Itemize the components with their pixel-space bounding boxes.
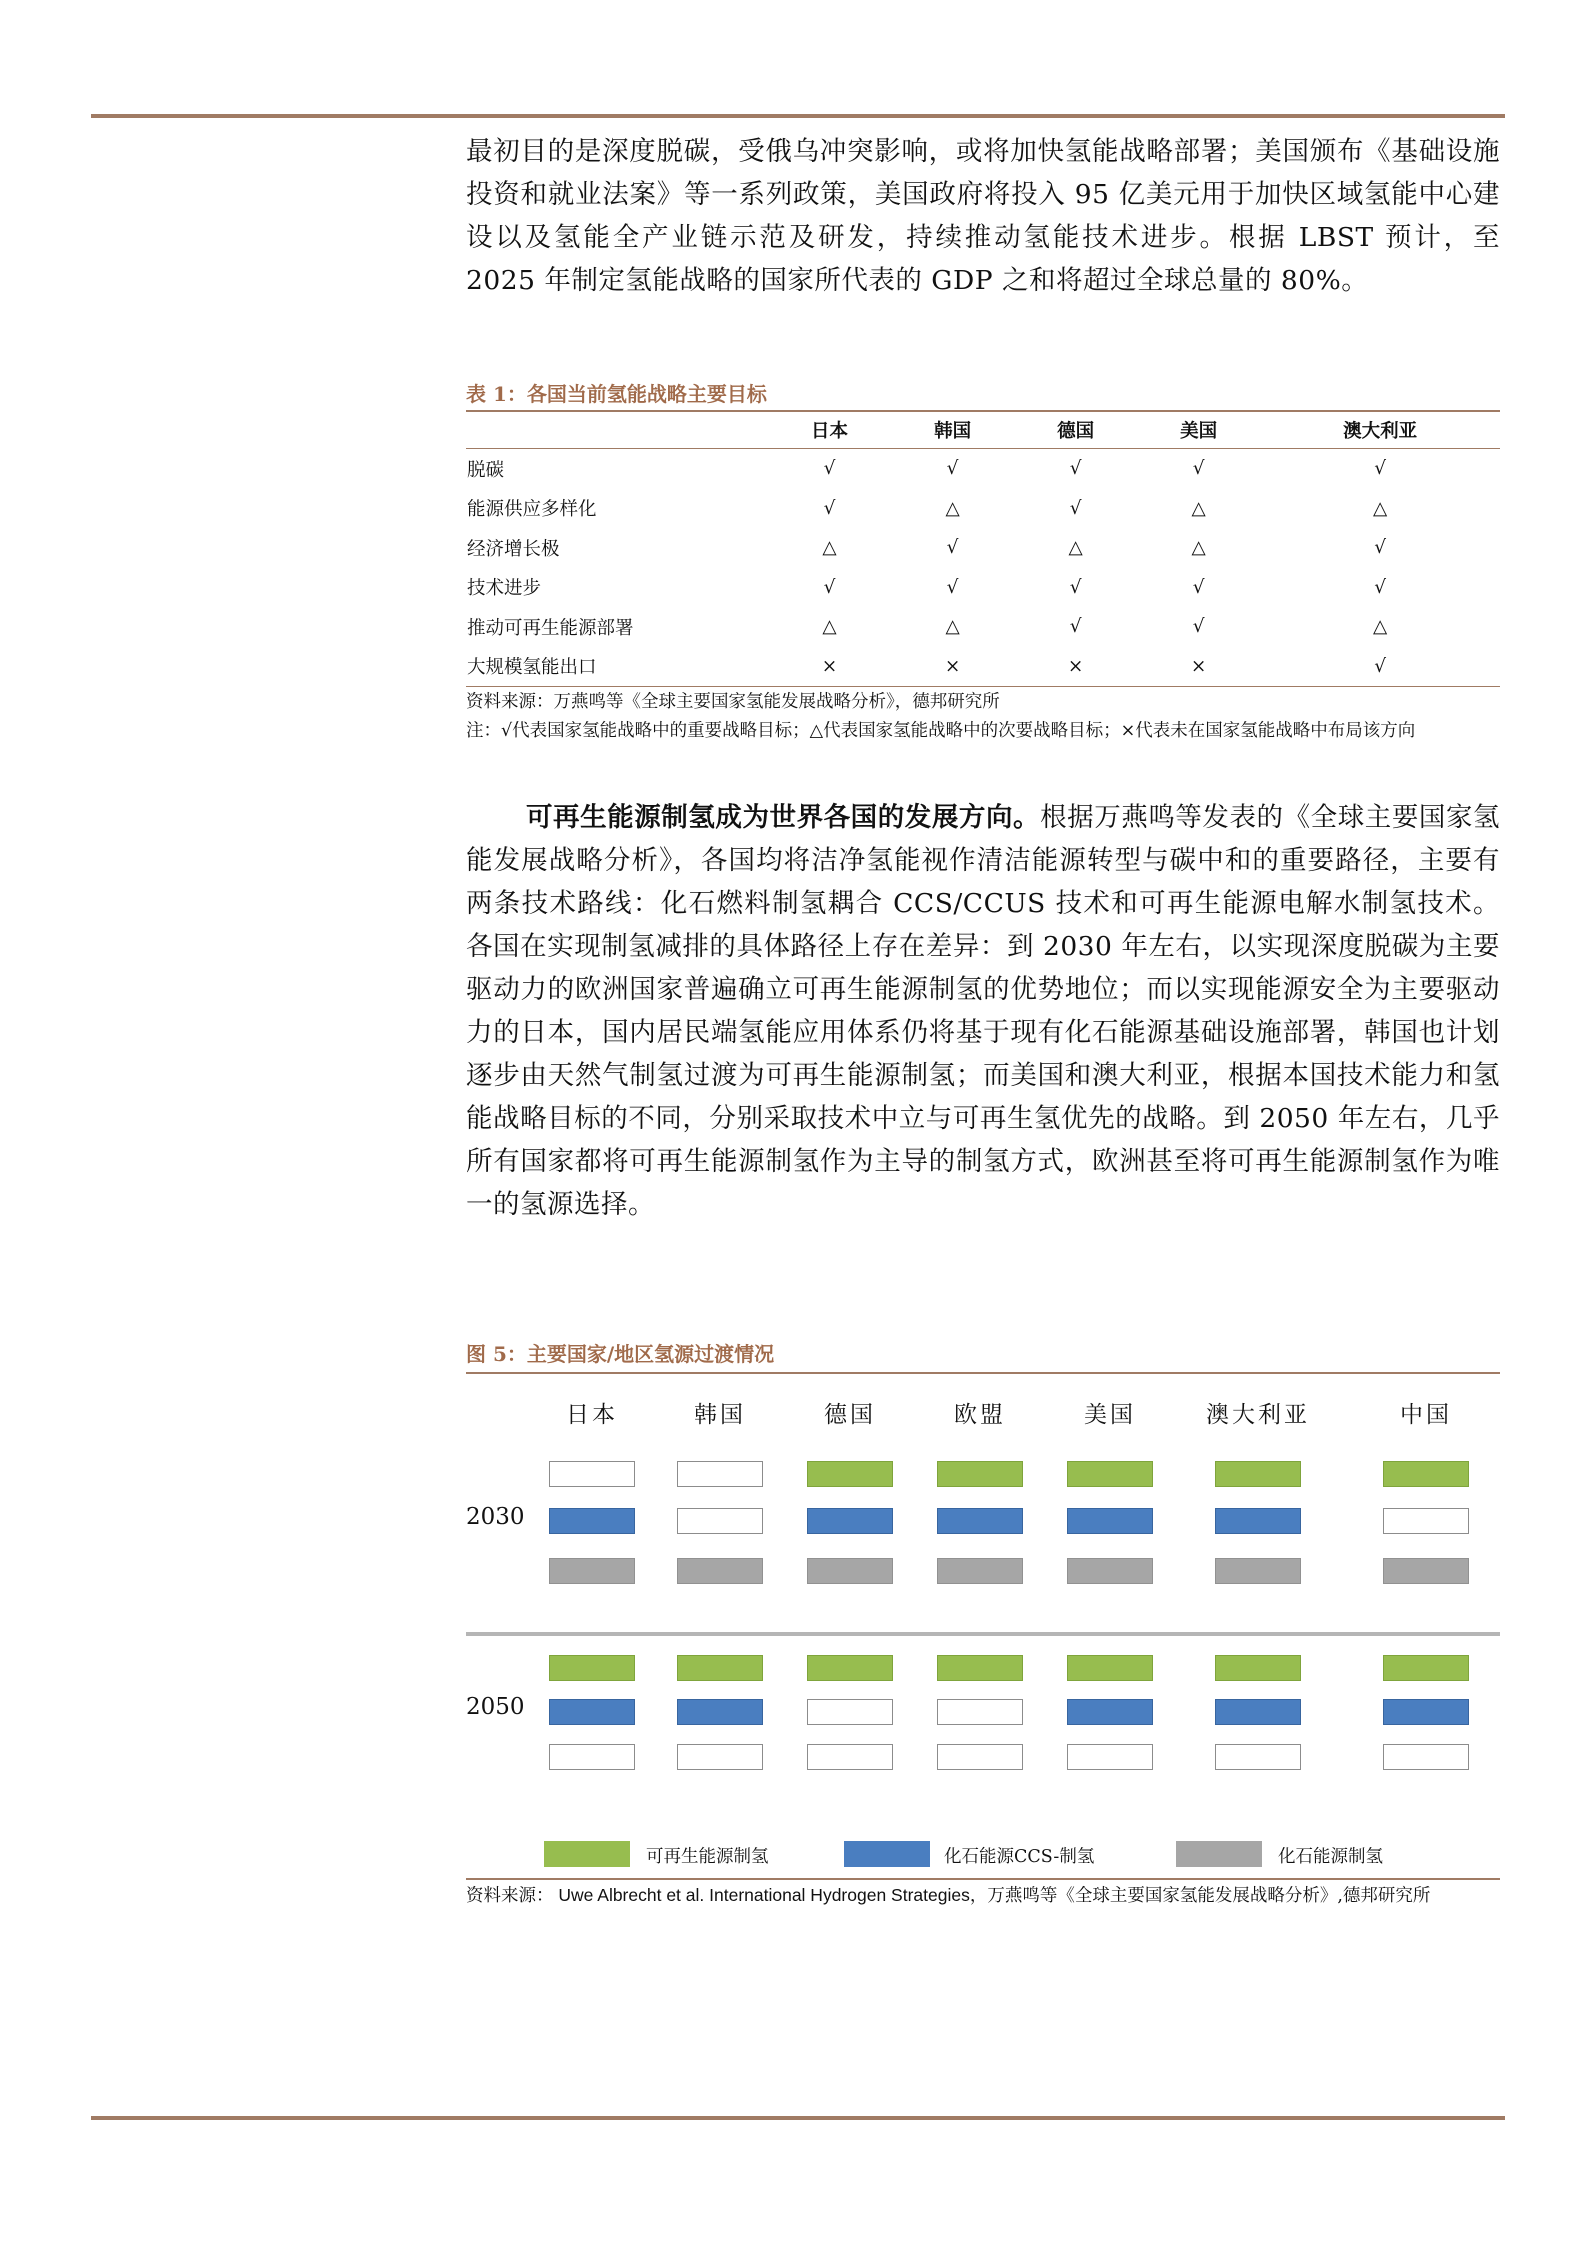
table-cell: √: [1374, 537, 1386, 559]
table-cell: △: [822, 616, 837, 638]
grid-cell-2050-fossil-ccs: [937, 1699, 1023, 1725]
region-label: 韩国: [694, 1402, 746, 1428]
grid-cell-2050-renewable: [1215, 1655, 1301, 1681]
grid-cell-2050-fossil-ccs: [549, 1699, 635, 1725]
region-label: 澳大利亚: [1206, 1402, 1310, 1428]
table-cell: √: [1192, 458, 1205, 480]
grid-cell-2030-renewable: [807, 1461, 893, 1487]
table-cell: √: [1069, 576, 1082, 598]
table-row: [466, 449, 1500, 489]
grid-cell-2050-renewable: [807, 1655, 893, 1681]
table-cell: √: [1069, 616, 1082, 638]
legend-label-fossil: 化石能源制氢: [1278, 1847, 1383, 1867]
table-caption: 表 1：各国当前氢能战略主要目标: [466, 382, 767, 406]
col-header: 美国: [1180, 421, 1218, 442]
grid-cell-2050-fossil: [937, 1744, 1023, 1770]
col-header: 韩国: [934, 421, 972, 442]
legend-swatch-fossil-ccs: [844, 1841, 930, 1867]
table-cell: √: [946, 458, 959, 480]
row-label: 推动可再生能源部署: [467, 617, 634, 639]
region-label: 欧盟: [954, 1402, 1006, 1428]
grid-cell-2030-fossil-ccs: [549, 1508, 635, 1534]
table-cell: △: [945, 616, 960, 638]
legend-label-renewable: 可再生能源制氢: [646, 1847, 769, 1867]
grid-cell-2050-fossil-ccs: [677, 1699, 763, 1725]
grid-cell-2030-fossil: [677, 1558, 763, 1584]
grid-cell-2050-fossil: [549, 1744, 635, 1770]
hydrogen-transition-figure: [466, 1376, 1500, 1867]
year-label-2030: 2030: [466, 1504, 525, 1530]
table-cell: ×: [821, 655, 838, 677]
table-cell: √: [1069, 497, 1082, 519]
region-label: 美国: [1084, 1402, 1136, 1428]
table-cell: ×: [1190, 655, 1207, 677]
grid-cell-2030-fossil-ccs: [1383, 1508, 1469, 1534]
table-cell: △: [945, 497, 960, 519]
row-label: 经济增长极: [467, 538, 560, 560]
table-cell: √: [1192, 576, 1205, 598]
grid-cell-2030-fossil: [937, 1558, 1023, 1584]
col-header: 日本: [811, 421, 849, 442]
grid-cell-2050-fossil-ccs: [1383, 1699, 1469, 1725]
table-cell: ×: [944, 655, 961, 677]
paragraph-lead: 可再生能源制氢成为世界各国的发展方向。: [526, 802, 1041, 833]
intro-paragraph: 最初目的是深度脱碳，受俄乌冲突影响，或将加快氢能战略部署；美国颁布《基础设施投资和就业法案》等一系列政策，美国政府将投入 95 亿美元用于加快区域氢能中心建设以及氢能全产业链示范及研发，持续推动氢能技术进步。根据 LBST 预计，至 2025 年制定氢能战略的国家所代表的 GDP 之和将超过全球总量的 80%。: [466, 136, 1500, 296]
table-cell: √: [1069, 458, 1082, 480]
table-cell: √: [1374, 655, 1386, 677]
grid-cell-2030-fossil: [1215, 1558, 1301, 1584]
table-cell: √: [823, 497, 836, 519]
table-cell: ×: [1067, 655, 1084, 677]
table-cell: √: [946, 537, 959, 559]
grid-cell-2030-fossil: [1067, 1558, 1153, 1584]
legend-label-fossil-ccs: 化石能源CCS-制氢: [944, 1847, 1095, 1867]
grid-cell-2030-renewable: [1215, 1461, 1301, 1487]
table-cell: √: [946, 576, 959, 598]
legend-swatch-fossil: [1176, 1841, 1262, 1867]
grid-cell-2030-fossil: [549, 1558, 635, 1584]
grid-cell-2030-renewable: [549, 1461, 635, 1487]
figure-source: [466, 1882, 1500, 1910]
figure-source-rest: 万燕鸣等《全球主要国家氢能发展战略分析》,德邦研究所: [987, 1886, 1431, 1906]
grid-cell-2050-fossil: [1383, 1744, 1469, 1770]
table-cell: √: [1374, 458, 1386, 480]
footer-rule: [91, 2116, 1505, 2120]
body-paragraph: [466, 796, 1500, 1226]
grid-cell-2050-fossil-ccs: [807, 1699, 893, 1725]
grid-cell-2050-renewable: [1383, 1655, 1469, 1681]
grid-cell-2050-fossil: [677, 1744, 763, 1770]
grid-cell-2050-renewable: [937, 1655, 1023, 1681]
table-cell: △: [1191, 497, 1206, 519]
grid-cell-2050-fossil: [1215, 1744, 1301, 1770]
legend-swatch-renewable: [544, 1841, 630, 1867]
table-row: [466, 568, 1500, 608]
grid-cell-2050-fossil-ccs: [1215, 1699, 1301, 1725]
grid-cell-2030-fossil: [1383, 1558, 1469, 1584]
grid-cell-2030-fossil-ccs: [677, 1508, 763, 1534]
table-note: 注：√代表国家氢能战略中的重要战略目标；△代表国家氢能战略中的次要战略目标；×代表未在国家氢能战略中布局该方向: [466, 721, 1416, 741]
grid-cell-2030-fossil: [807, 1558, 893, 1584]
region-label: 日本: [566, 1402, 618, 1428]
figure-divider: [466, 1632, 1500, 1636]
year-label-2050: 2050: [466, 1694, 525, 1720]
table-source: 资料来源：万燕鸣等《全球主要国家氢能发展战略分析》，德邦研究所: [466, 692, 1000, 712]
table-header-row: [466, 411, 1500, 449]
table-header-blank: [466, 411, 768, 449]
table-cell: √: [823, 458, 836, 480]
grid-cell-2030-fossil-ccs: [807, 1508, 893, 1534]
region-label: 德国: [824, 1402, 876, 1428]
row-label: 脱碳: [467, 459, 505, 481]
figure-source-authors: 资料来源： Uwe Albrecht et al. International Hydrogen Strategies，: [466, 1885, 988, 1905]
grid-cell-2050-fossil: [807, 1744, 893, 1770]
strategy-table: [466, 410, 1500, 687]
table-cell: △: [822, 537, 837, 559]
figure-top-rule: [466, 1372, 1500, 1374]
table-cell: △: [1191, 537, 1206, 559]
table-row: [466, 528, 1500, 568]
grid-cell-2030-renewable: [1383, 1461, 1469, 1487]
row-label: 大规模氢能出口: [467, 657, 597, 679]
region-label: 中国: [1400, 1402, 1452, 1428]
strategy-table-wrap: [466, 410, 1500, 745]
row-label: 技术进步: [467, 578, 542, 600]
grid-cell-2030-renewable: [1067, 1461, 1153, 1487]
table-cell: △: [1068, 537, 1083, 559]
grid-cell-2030-renewable: [937, 1461, 1023, 1487]
table-row: [466, 607, 1500, 647]
grid-cell-2030-renewable: [677, 1461, 763, 1487]
table-row: [466, 489, 1500, 529]
grid-cell-2030-fossil-ccs: [1067, 1508, 1153, 1534]
grid-cell-2050-fossil: [1067, 1744, 1153, 1770]
grid-cell-2050-renewable: [677, 1655, 763, 1681]
grid-cell-2050-renewable: [549, 1655, 635, 1681]
grid-cell-2030-fossil-ccs: [937, 1508, 1023, 1534]
table-row: [466, 647, 1500, 687]
col-header: 德国: [1057, 421, 1095, 442]
grid-cell-2030-fossil-ccs: [1215, 1508, 1301, 1534]
figure-caption: 图 5：主要国家/地区氢源过渡情况: [466, 1342, 775, 1366]
table-cell: √: [1192, 616, 1205, 638]
col-header: 澳大利亚: [1343, 421, 1418, 442]
table-cell: √: [823, 576, 836, 598]
table-cell: △: [1372, 497, 1388, 519]
row-label: 能源供应多样化: [467, 499, 597, 521]
header-rule: [91, 114, 1505, 118]
grid-cell-2050-fossil-ccs: [1067, 1699, 1153, 1725]
table-cell: △: [1372, 616, 1388, 638]
figure-bottom-rule: [466, 1878, 1500, 1880]
grid-cell-2050-renewable: [1067, 1655, 1153, 1681]
paragraph-body: 根据万燕鸣等发表的《全球主要国家氢能发展战略分析》，各国均将洁净氢能视作清洁能源转型与碳中和的重要路径，主要有两条技术路线：化石燃料制氢耦合 CCS/CCUS 技术和可再生能源电解水制氢技术。各国在实现制氢减排的具体路径上存在差异：到 2030 年左右，以实现深度脱碳为主要驱动力的欧洲国家普遍确立可再生能源制氢的优势地位；而以实现能源安全为主要驱动力的日本，国内居民端氢能应用体系仍将基于现有化石能源基础设施部署，韩国也计划逐步由天然气制氢过渡为可再生能源制氢；而美国和澳大利亚，根据本国技术能力和氢能战略目标的不同，分别采取技术中立与可再生氢优先的战略。到 2050 年左右，几乎所有国家都将可再生能源制氢作为主导的制氢方式，欧洲甚至将可再生能源制氢作为唯一的氢源选择。: [466, 802, 1501, 1220]
table-cell: √: [1374, 576, 1386, 598]
